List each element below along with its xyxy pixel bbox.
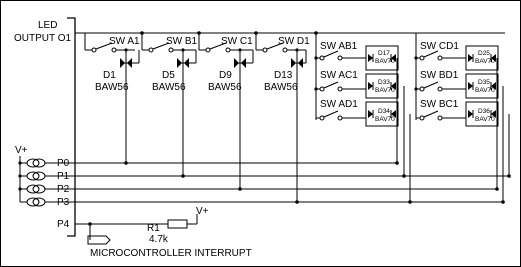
diode-part: BAV70 — [375, 87, 395, 94]
diode-part: BAW56 — [152, 82, 186, 93]
switch-group-direct — [85, 36, 310, 93]
switch-label: SW C1 — [221, 36, 253, 47]
diode-part: BAV70 — [475, 116, 495, 123]
diode-ref: D25 — [478, 50, 490, 57]
diode-ref: D5 — [162, 70, 175, 81]
switch-label: SW B1 — [166, 36, 198, 47]
interrupt-circuit — [75, 206, 252, 259]
switch-sw-b1 — [142, 36, 198, 93]
switch-sw-ab1 — [316, 41, 398, 70]
pin-label-p4: P4 — [57, 219, 70, 230]
switch-group-combo-left — [314, 41, 398, 126]
diode-ref: D34 — [378, 108, 390, 115]
pin-label-p2: P2 — [57, 184, 70, 195]
pin-label-p1: P1 — [57, 171, 70, 182]
switch-label: SW AC1 — [320, 70, 358, 81]
switch-sw-ad1 — [316, 99, 398, 126]
diode-part: BAV70 — [375, 116, 395, 123]
diode-part: BAV70 — [475, 58, 495, 65]
diode-ref: D33 — [378, 79, 390, 86]
diode-part: BAV70 — [475, 87, 495, 94]
diode-ref: D17 — [378, 50, 390, 57]
diode-ref: D36 — [478, 108, 490, 115]
switch-sw-a1 — [85, 36, 140, 93]
switch-label: SW D1 — [278, 36, 310, 47]
diode-ref: D1 — [103, 70, 116, 81]
diode-ref: D13 — [274, 70, 293, 81]
diode-ref: D35 — [478, 79, 490, 86]
switch-label: SW CD1 — [420, 41, 459, 52]
diode-part: BAW56 — [208, 82, 242, 93]
switch-label: SW BD1 — [420, 70, 459, 81]
vplus-label-left: V+ — [15, 145, 28, 156]
switch-sw-ac1 — [316, 70, 398, 98]
switch-sw-cd1 — [416, 41, 498, 70]
switch-label: SW AB1 — [320, 41, 358, 52]
diode-part: BAW56 — [95, 82, 129, 93]
interrupt-label: MICROCONTROLLER INTERRUPT — [90, 248, 252, 259]
switch-sw-d1 — [256, 36, 310, 93]
pin-label-p3: P3 — [57, 197, 70, 208]
resistor-ref: R1 — [147, 223, 160, 234]
led-output-label-line2: OUTPUT O1 — [14, 33, 72, 44]
resistor-r1 — [168, 220, 187, 228]
pin-label-p0: P0 — [57, 158, 70, 169]
vplus-label-r1: V+ — [196, 206, 209, 217]
interrupt-connector-arrow — [88, 236, 110, 244]
diode-part: BAW56 — [264, 82, 298, 93]
switch-sw-bc1 — [416, 99, 498, 126]
diode-part: BAV70 — [375, 58, 395, 65]
switch-label: SW BC1 — [420, 99, 459, 110]
switch-label: SW A1 — [109, 36, 140, 47]
resistor-value: 4.7k — [149, 234, 168, 245]
switch-sw-bd1 — [416, 70, 498, 98]
switch-sw-c1 — [199, 36, 253, 93]
diode-ref: D9 — [219, 70, 232, 81]
led-output-label-line1: LED — [38, 20, 58, 31]
switch-group-combo-right — [414, 41, 498, 126]
port-bus-lines — [75, 161, 511, 204]
switch-label: SW AD1 — [320, 99, 358, 110]
